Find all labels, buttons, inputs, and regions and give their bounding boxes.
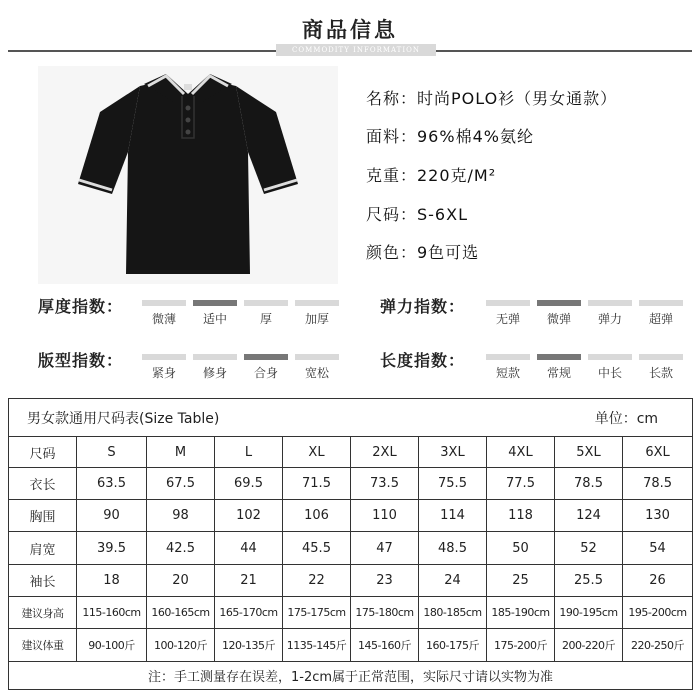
index-bar-thickness-1 xyxy=(142,300,186,306)
index-bar-elasticity-1 xyxy=(486,300,530,306)
table-cell: 124 xyxy=(555,500,623,532)
table-row xyxy=(9,467,693,499)
index-bar-elasticity-3 xyxy=(588,300,632,306)
index-bar-length-1 xyxy=(486,354,530,360)
table-cell: 63.5 xyxy=(77,467,147,499)
table-cell: S xyxy=(77,437,147,467)
spec-name: 名称：时尚POLO衫（男女通款） xyxy=(366,89,618,108)
index-option-length-3: 中长 xyxy=(597,366,622,380)
table-cell: 90-100斤 xyxy=(77,629,147,661)
index-bar-length-4 xyxy=(639,354,683,360)
table-caption xyxy=(9,399,693,437)
table-row xyxy=(9,500,693,532)
index-option-fit-3: 合身 xyxy=(253,366,278,380)
spec-fabric: 面料：96%棉4%氨纶 xyxy=(366,127,534,146)
spec-sizes: 尺码：S-6XL xyxy=(366,205,468,224)
table-cell: 160-175斤 xyxy=(419,629,487,661)
table-cell: 18 xyxy=(77,564,147,596)
table-cell: 185-190cm xyxy=(487,597,555,629)
table-cell: 69.5 xyxy=(215,467,283,499)
table-cell: 6XL xyxy=(623,437,693,467)
index-label-fit: 版型指数： xyxy=(38,351,124,370)
table-cell: 190-195cm xyxy=(555,597,623,629)
table-cell: 200-220斤 xyxy=(555,629,623,661)
page-subtitle: COMMODITY INFORMATION xyxy=(276,44,436,56)
table-cell: 50 xyxy=(487,532,555,564)
table-header-row xyxy=(9,437,693,467)
table-cell: 73.5 xyxy=(351,467,419,499)
table-cell: 90 xyxy=(77,500,147,532)
table-cell: 120-135斤 xyxy=(215,629,283,661)
table-title: 男女款通用尺码表(Size Table) xyxy=(27,410,220,427)
table-cell: 23 xyxy=(351,564,419,596)
index-bar-length-2 xyxy=(537,354,581,360)
index-option-elasticity-1: 无弹 xyxy=(495,312,520,326)
index-bar-thickness-4 xyxy=(295,300,339,306)
table-cell: 106 xyxy=(283,500,351,532)
index-option-elasticity-2: 微弹 xyxy=(546,312,571,326)
table-cell: 160-165cm xyxy=(147,597,215,629)
table-cell: 67.5 xyxy=(147,467,215,499)
header-divider-left xyxy=(8,50,276,52)
row-header-cell: 肩宽 xyxy=(9,532,77,564)
row-header-cell: 袖长 xyxy=(9,564,77,596)
row-header-cell: 衣长 xyxy=(9,467,77,499)
polo-shirt-icon xyxy=(78,72,298,282)
page-title: 商品信息 xyxy=(302,17,398,42)
table-cell: 78.5 xyxy=(623,467,693,499)
table-cell: 175-200斤 xyxy=(487,629,555,661)
index-option-thickness-3: 厚 xyxy=(259,312,272,326)
row-header-cell: 建议体重 xyxy=(9,629,77,661)
index-bar-elasticity-2 xyxy=(537,300,581,306)
index-bar-fit-2 xyxy=(193,354,237,360)
table-cell: 21 xyxy=(215,564,283,596)
row-header-cell: 尺码 xyxy=(9,437,77,467)
index-bar-thickness-3 xyxy=(244,300,288,306)
table-row xyxy=(9,564,693,596)
index-option-thickness-1: 微薄 xyxy=(151,312,176,326)
index-option-elasticity-4: 超弹 xyxy=(648,312,673,326)
index-bar-length-3 xyxy=(588,354,632,360)
index-option-fit-4: 宽松 xyxy=(304,366,329,380)
table-cell: 71.5 xyxy=(283,467,351,499)
table-cell: 25.5 xyxy=(555,564,623,596)
table-cell: 102 xyxy=(215,500,283,532)
table-cell: 77.5 xyxy=(487,467,555,499)
table-cell: 165-170cm xyxy=(215,597,283,629)
table-cell: 39.5 xyxy=(77,532,147,564)
index-option-length-2: 常规 xyxy=(546,366,571,380)
table-cell: 47 xyxy=(351,532,419,564)
index-option-thickness-4: 加厚 xyxy=(304,312,329,326)
table-cell: M xyxy=(147,437,215,467)
index-option-length-1: 短款 xyxy=(495,366,520,380)
table-cell: 52 xyxy=(555,532,623,564)
table-cell: 175-175cm xyxy=(283,597,351,629)
table-note: 注：手工测量存在误差，1-2cm属于正常范围，实际尺寸请以实物为准 xyxy=(9,661,693,689)
table-cell: L xyxy=(215,437,283,467)
index-label-length: 长度指数： xyxy=(380,351,466,370)
table-cell: 54 xyxy=(623,532,693,564)
table-cell: 115-160cm xyxy=(77,597,147,629)
table-cell: 118 xyxy=(487,500,555,532)
index-option-thickness-2: 适中 xyxy=(202,312,227,326)
table-cell: 25 xyxy=(487,564,555,596)
spec-colors: 颜色：9色可选 xyxy=(366,243,480,262)
table-cell: 48.5 xyxy=(419,532,487,564)
table-cell: 44 xyxy=(215,532,283,564)
table-cell: 100-120斤 xyxy=(147,629,215,661)
row-header-cell: 建议身高 xyxy=(9,597,77,629)
table-cell: XL xyxy=(283,437,351,467)
table-cell: 3XL xyxy=(419,437,487,467)
table-cell: 220-250斤 xyxy=(623,629,693,661)
table-cell: 78.5 xyxy=(555,467,623,499)
header-divider-right xyxy=(436,50,692,52)
index-option-fit-1: 紧身 xyxy=(151,366,176,380)
index-bar-elasticity-4 xyxy=(639,300,683,306)
table-cell: 195-200cm xyxy=(623,597,693,629)
table-cell: 180-185cm xyxy=(419,597,487,629)
table-cell: 24 xyxy=(419,564,487,596)
table-cell: 20 xyxy=(147,564,215,596)
index-label-elasticity: 弹力指数： xyxy=(380,297,466,316)
size-table xyxy=(8,398,693,690)
table-cell: 45.5 xyxy=(283,532,351,564)
table-cell: 110 xyxy=(351,500,419,532)
table-cell: 4XL xyxy=(487,437,555,467)
index-option-elasticity-3: 弹力 xyxy=(597,312,622,326)
table-row xyxy=(9,532,693,564)
table-cell: 26 xyxy=(623,564,693,596)
index-bar-fit-1 xyxy=(142,354,186,360)
table-cell: 1135-145斤 xyxy=(283,629,351,661)
index-option-length-4: 长款 xyxy=(648,366,673,380)
index-label-thickness: 厚度指数： xyxy=(38,297,124,316)
index-option-fit-2: 修身 xyxy=(202,366,227,380)
table-cell: 5XL xyxy=(555,437,623,467)
table-cell: 42.5 xyxy=(147,532,215,564)
spec-weight: 克重：220克/M² xyxy=(366,166,497,185)
table-cell: 98 xyxy=(147,500,215,532)
table-cell: 114 xyxy=(419,500,487,532)
table-cell: 130 xyxy=(623,500,693,532)
table-unit: 单位：cm xyxy=(594,410,659,427)
table-row xyxy=(9,629,693,661)
table-row xyxy=(9,597,693,629)
table-cell: 22 xyxy=(283,564,351,596)
table-cell: 145-160斤 xyxy=(351,629,419,661)
table-note-row xyxy=(9,661,693,689)
table-cell: 2XL xyxy=(351,437,419,467)
index-bar-fit-4 xyxy=(295,354,339,360)
index-bar-thickness-2 xyxy=(193,300,237,306)
table-cell: 75.5 xyxy=(419,467,487,499)
table-cell: 175-180cm xyxy=(351,597,419,629)
index-bar-fit-3 xyxy=(244,354,288,360)
row-header-cell: 胸围 xyxy=(9,500,77,532)
